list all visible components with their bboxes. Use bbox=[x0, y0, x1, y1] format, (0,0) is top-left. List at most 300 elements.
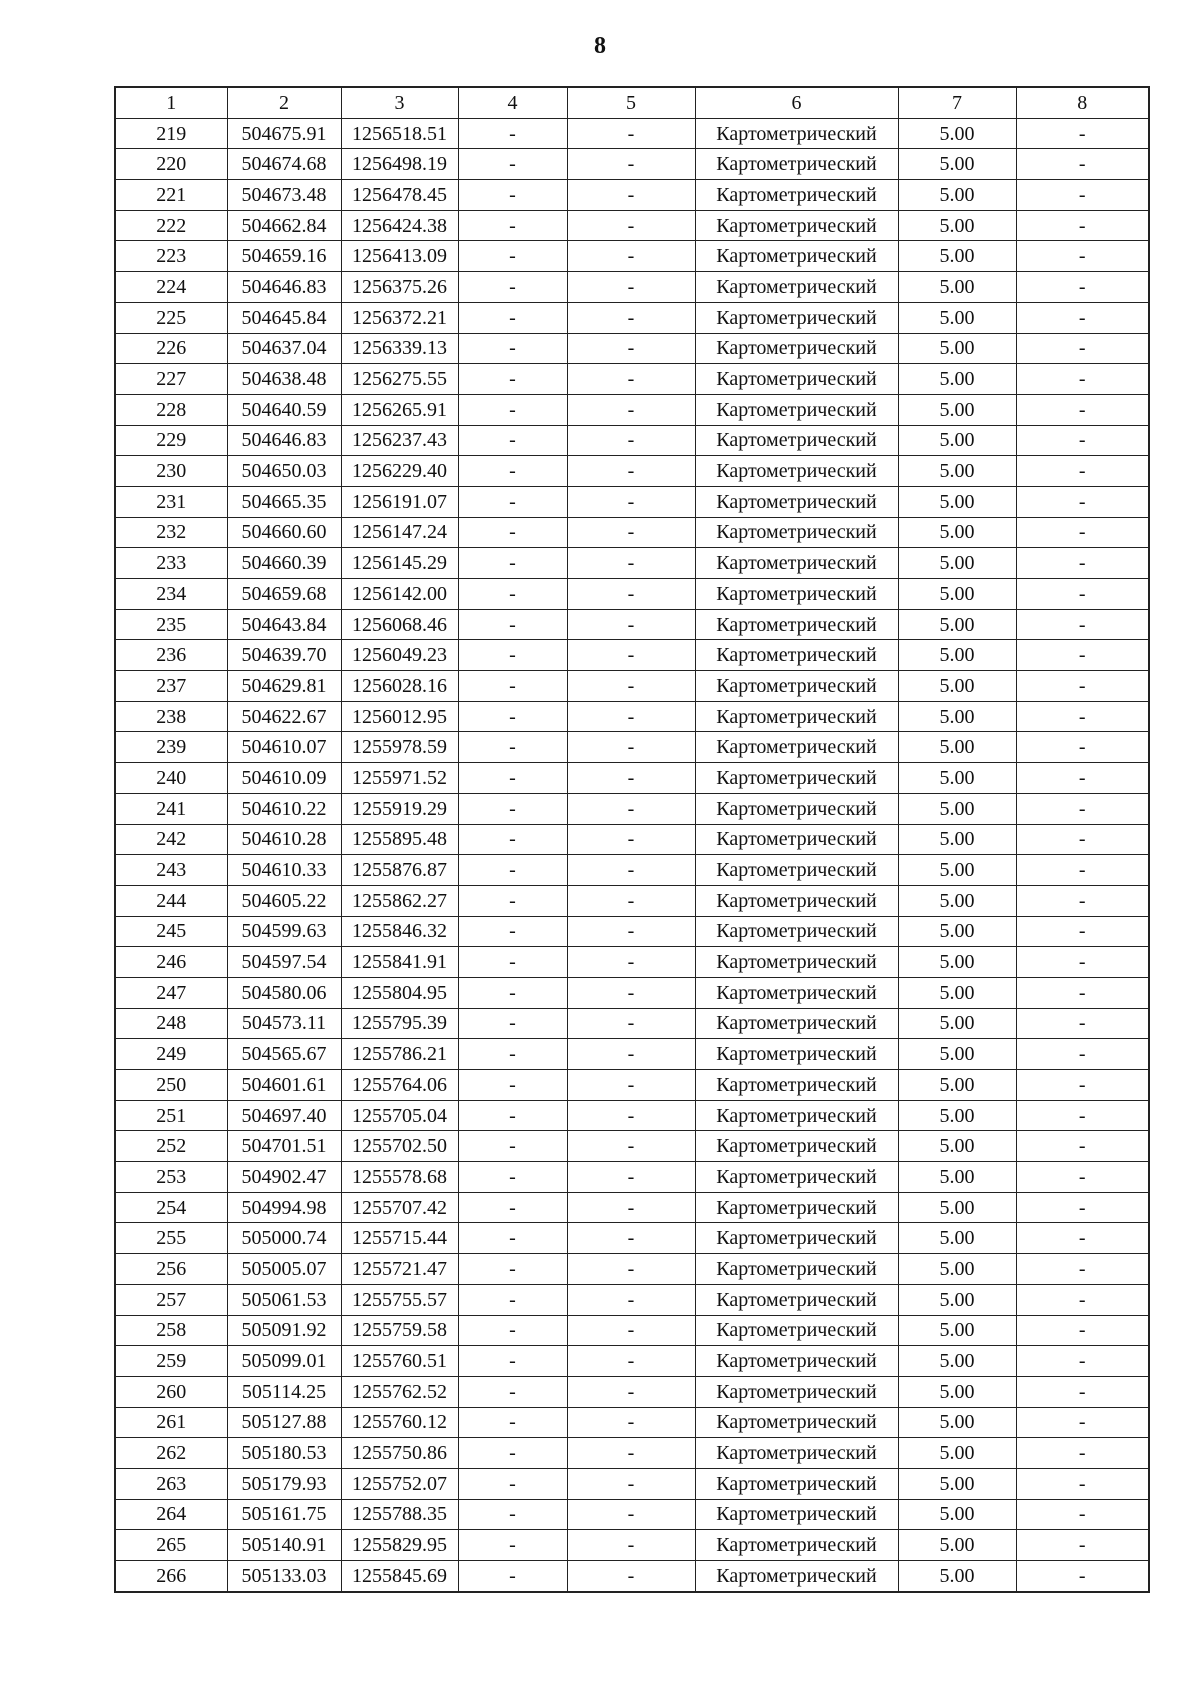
table-row bbox=[115, 824, 1149, 855]
accuracy-cell: 5.00 bbox=[898, 364, 1016, 395]
point-number-cell: 247 bbox=[115, 977, 227, 1008]
col5-cell: - bbox=[567, 394, 695, 425]
col5-cell: - bbox=[567, 1315, 695, 1346]
col8-cell: - bbox=[1016, 548, 1149, 579]
table-row bbox=[115, 916, 1149, 947]
y-coordinate-cell: 1256012.95 bbox=[341, 701, 458, 732]
accuracy-cell: 5.00 bbox=[898, 1407, 1016, 1438]
point-number-cell: 224 bbox=[115, 272, 227, 303]
x-coordinate-cell: 504662.84 bbox=[227, 210, 341, 241]
accuracy-cell: 5.00 bbox=[898, 180, 1016, 211]
y-coordinate-cell: 1256424.38 bbox=[341, 210, 458, 241]
method-cell: Картометрический bbox=[695, 579, 898, 610]
x-coordinate-cell: 505091.92 bbox=[227, 1315, 341, 1346]
column-header: 3 bbox=[341, 87, 458, 118]
method-cell: Картометрический bbox=[695, 1254, 898, 1285]
col4-cell: - bbox=[458, 1070, 567, 1101]
table-row bbox=[115, 272, 1149, 303]
point-number-cell: 261 bbox=[115, 1407, 227, 1438]
col4-cell: - bbox=[458, 486, 567, 517]
col8-cell: - bbox=[1016, 671, 1149, 702]
y-coordinate-cell: 1255845.69 bbox=[341, 1561, 458, 1592]
method-cell: Картометрический bbox=[695, 763, 898, 794]
col8-cell: - bbox=[1016, 1162, 1149, 1193]
col4-cell: - bbox=[458, 210, 567, 241]
col4-cell: - bbox=[458, 1223, 567, 1254]
table-row bbox=[115, 1254, 1149, 1285]
y-coordinate-cell: 1256068.46 bbox=[341, 609, 458, 640]
accuracy-cell: 5.00 bbox=[898, 1315, 1016, 1346]
col4-cell: - bbox=[458, 1162, 567, 1193]
col4-cell: - bbox=[458, 732, 567, 763]
point-number-cell: 237 bbox=[115, 671, 227, 702]
method-cell: Картометрический bbox=[695, 701, 898, 732]
x-coordinate-cell: 505061.53 bbox=[227, 1284, 341, 1315]
table-row bbox=[115, 180, 1149, 211]
col8-cell: - bbox=[1016, 916, 1149, 947]
col4-cell: - bbox=[458, 1039, 567, 1070]
col5-cell: - bbox=[567, 1438, 695, 1469]
y-coordinate-cell: 1255786.21 bbox=[341, 1039, 458, 1070]
x-coordinate-cell: 505179.93 bbox=[227, 1468, 341, 1499]
point-number-cell: 231 bbox=[115, 486, 227, 517]
col8-cell: - bbox=[1016, 210, 1149, 241]
x-coordinate-cell: 504610.33 bbox=[227, 855, 341, 886]
x-coordinate-cell: 504639.70 bbox=[227, 640, 341, 671]
col4-cell: - bbox=[458, 1254, 567, 1285]
method-cell: Картометрический bbox=[695, 486, 898, 517]
y-coordinate-cell: 1255752.07 bbox=[341, 1468, 458, 1499]
point-number-cell: 223 bbox=[115, 241, 227, 272]
accuracy-cell: 5.00 bbox=[898, 1008, 1016, 1039]
col5-cell: - bbox=[567, 1561, 695, 1592]
table-row bbox=[115, 701, 1149, 732]
method-cell: Картометрический bbox=[695, 272, 898, 303]
point-number-cell: 255 bbox=[115, 1223, 227, 1254]
x-coordinate-cell: 504580.06 bbox=[227, 977, 341, 1008]
method-cell: Картометрический bbox=[695, 1315, 898, 1346]
col8-cell: - bbox=[1016, 486, 1149, 517]
y-coordinate-cell: 1256145.29 bbox=[341, 548, 458, 579]
x-coordinate-cell: 505127.88 bbox=[227, 1407, 341, 1438]
col8-cell: - bbox=[1016, 456, 1149, 487]
col5-cell: - bbox=[567, 1468, 695, 1499]
col4-cell: - bbox=[458, 1530, 567, 1561]
point-number-cell: 227 bbox=[115, 364, 227, 395]
col4-cell: - bbox=[458, 394, 567, 425]
col8-cell: - bbox=[1016, 824, 1149, 855]
col5-cell: - bbox=[567, 517, 695, 548]
table-row bbox=[115, 241, 1149, 272]
point-number-cell: 242 bbox=[115, 824, 227, 855]
col5-cell: - bbox=[567, 1284, 695, 1315]
col8-cell: - bbox=[1016, 149, 1149, 180]
accuracy-cell: 5.00 bbox=[898, 486, 1016, 517]
col4-cell: - bbox=[458, 118, 567, 149]
col8-cell: - bbox=[1016, 118, 1149, 149]
point-number-cell: 235 bbox=[115, 609, 227, 640]
col4-cell: - bbox=[458, 241, 567, 272]
x-coordinate-cell: 504601.61 bbox=[227, 1070, 341, 1101]
x-coordinate-cell: 504643.84 bbox=[227, 609, 341, 640]
col5-cell: - bbox=[567, 1162, 695, 1193]
col8-cell: - bbox=[1016, 977, 1149, 1008]
column-header: 1 bbox=[115, 87, 227, 118]
y-coordinate-cell: 1255702.50 bbox=[341, 1131, 458, 1162]
table-row bbox=[115, 1039, 1149, 1070]
accuracy-cell: 5.00 bbox=[898, 1192, 1016, 1223]
y-coordinate-cell: 1255919.29 bbox=[341, 793, 458, 824]
point-number-cell: 260 bbox=[115, 1376, 227, 1407]
col5-cell: - bbox=[567, 671, 695, 702]
point-number-cell: 265 bbox=[115, 1530, 227, 1561]
col4-cell: - bbox=[458, 977, 567, 1008]
y-coordinate-cell: 1255795.39 bbox=[341, 1008, 458, 1039]
x-coordinate-cell: 504605.22 bbox=[227, 885, 341, 916]
accuracy-cell: 5.00 bbox=[898, 763, 1016, 794]
col5-cell: - bbox=[567, 456, 695, 487]
point-number-cell: 256 bbox=[115, 1254, 227, 1285]
col5-cell: - bbox=[567, 609, 695, 640]
col5-cell: - bbox=[567, 149, 695, 180]
col8-cell: - bbox=[1016, 272, 1149, 303]
table-row bbox=[115, 486, 1149, 517]
col5-cell: - bbox=[567, 1376, 695, 1407]
x-coordinate-cell: 504629.81 bbox=[227, 671, 341, 702]
col5-cell: - bbox=[567, 1530, 695, 1561]
col5-cell: - bbox=[567, 118, 695, 149]
col8-cell: - bbox=[1016, 1070, 1149, 1101]
table-row bbox=[115, 1468, 1149, 1499]
y-coordinate-cell: 1255578.68 bbox=[341, 1162, 458, 1193]
col8-cell: - bbox=[1016, 1192, 1149, 1223]
method-cell: Картометрический bbox=[695, 1284, 898, 1315]
accuracy-cell: 5.00 bbox=[898, 456, 1016, 487]
table-row bbox=[115, 793, 1149, 824]
accuracy-cell: 5.00 bbox=[898, 701, 1016, 732]
y-coordinate-cell: 1255759.58 bbox=[341, 1315, 458, 1346]
method-cell: Картометрический bbox=[695, 671, 898, 702]
col5-cell: - bbox=[567, 1223, 695, 1254]
col8-cell: - bbox=[1016, 579, 1149, 610]
point-number-cell: 228 bbox=[115, 394, 227, 425]
col5-cell: - bbox=[567, 1100, 695, 1131]
table-row bbox=[115, 1346, 1149, 1377]
y-coordinate-cell: 1256478.45 bbox=[341, 180, 458, 211]
x-coordinate-cell: 504640.59 bbox=[227, 394, 341, 425]
col4-cell: - bbox=[458, 701, 567, 732]
method-cell: Картометрический bbox=[695, 1530, 898, 1561]
y-coordinate-cell: 1256518.51 bbox=[341, 118, 458, 149]
accuracy-cell: 5.00 bbox=[898, 1223, 1016, 1254]
point-number-cell: 236 bbox=[115, 640, 227, 671]
col4-cell: - bbox=[458, 333, 567, 364]
y-coordinate-cell: 1256275.55 bbox=[341, 364, 458, 395]
column-header: 8 bbox=[1016, 87, 1149, 118]
col4-cell: - bbox=[458, 425, 567, 456]
x-coordinate-cell: 505005.07 bbox=[227, 1254, 341, 1285]
col4-cell: - bbox=[458, 1407, 567, 1438]
col8-cell: - bbox=[1016, 425, 1149, 456]
point-number-cell: 264 bbox=[115, 1499, 227, 1530]
x-coordinate-cell: 504660.39 bbox=[227, 548, 341, 579]
y-coordinate-cell: 1256375.26 bbox=[341, 272, 458, 303]
y-coordinate-cell: 1256191.07 bbox=[341, 486, 458, 517]
col4-cell: - bbox=[458, 1192, 567, 1223]
col5-cell: - bbox=[567, 1070, 695, 1101]
y-coordinate-cell: 1255750.86 bbox=[341, 1438, 458, 1469]
y-coordinate-cell: 1255895.48 bbox=[341, 824, 458, 855]
col5-cell: - bbox=[567, 732, 695, 763]
method-cell: Картометрический bbox=[695, 548, 898, 579]
col4-cell: - bbox=[458, 1438, 567, 1469]
col5-cell: - bbox=[567, 977, 695, 1008]
x-coordinate-cell: 504673.48 bbox=[227, 180, 341, 211]
col5-cell: - bbox=[567, 1008, 695, 1039]
accuracy-cell: 5.00 bbox=[898, 1254, 1016, 1285]
column-header: 5 bbox=[567, 87, 695, 118]
table-row bbox=[115, 548, 1149, 579]
col4-cell: - bbox=[458, 1376, 567, 1407]
x-coordinate-cell: 504660.60 bbox=[227, 517, 341, 548]
table-row bbox=[115, 364, 1149, 395]
x-coordinate-cell: 504573.11 bbox=[227, 1008, 341, 1039]
col8-cell: - bbox=[1016, 1254, 1149, 1285]
x-coordinate-cell: 504610.07 bbox=[227, 732, 341, 763]
accuracy-cell: 5.00 bbox=[898, 977, 1016, 1008]
col5-cell: - bbox=[567, 640, 695, 671]
method-cell: Картометрический bbox=[695, 456, 898, 487]
y-coordinate-cell: 1256339.13 bbox=[341, 333, 458, 364]
y-coordinate-cell: 1256237.43 bbox=[341, 425, 458, 456]
y-coordinate-cell: 1256142.00 bbox=[341, 579, 458, 610]
method-cell: Картометрический bbox=[695, 1162, 898, 1193]
col4-cell: - bbox=[458, 947, 567, 978]
col5-cell: - bbox=[567, 180, 695, 211]
accuracy-cell: 5.00 bbox=[898, 272, 1016, 303]
x-coordinate-cell: 504701.51 bbox=[227, 1131, 341, 1162]
accuracy-cell: 5.00 bbox=[898, 1468, 1016, 1499]
point-number-cell: 248 bbox=[115, 1008, 227, 1039]
x-coordinate-cell: 505133.03 bbox=[227, 1561, 341, 1592]
accuracy-cell: 5.00 bbox=[898, 1284, 1016, 1315]
x-coordinate-cell: 504645.84 bbox=[227, 302, 341, 333]
x-coordinate-cell: 505099.01 bbox=[227, 1346, 341, 1377]
col4-cell: - bbox=[458, 1499, 567, 1530]
x-coordinate-cell: 504610.09 bbox=[227, 763, 341, 794]
accuracy-cell: 5.00 bbox=[898, 1346, 1016, 1377]
method-cell: Картометрический bbox=[695, 855, 898, 886]
col8-cell: - bbox=[1016, 1376, 1149, 1407]
col5-cell: - bbox=[567, 793, 695, 824]
x-coordinate-cell: 505114.25 bbox=[227, 1376, 341, 1407]
method-cell: Картометрический bbox=[695, 609, 898, 640]
y-coordinate-cell: 1255762.52 bbox=[341, 1376, 458, 1407]
method-cell: Картометрический bbox=[695, 1192, 898, 1223]
y-coordinate-cell: 1255978.59 bbox=[341, 732, 458, 763]
accuracy-cell: 5.00 bbox=[898, 394, 1016, 425]
col5-cell: - bbox=[567, 763, 695, 794]
point-number-cell: 266 bbox=[115, 1561, 227, 1592]
col4-cell: - bbox=[458, 1561, 567, 1592]
point-number-cell: 244 bbox=[115, 885, 227, 916]
col5-cell: - bbox=[567, 210, 695, 241]
point-number-cell: 249 bbox=[115, 1039, 227, 1070]
method-cell: Картометрический bbox=[695, 793, 898, 824]
col5-cell: - bbox=[567, 241, 695, 272]
accuracy-cell: 5.00 bbox=[898, 671, 1016, 702]
x-coordinate-cell: 504646.83 bbox=[227, 425, 341, 456]
table-row bbox=[115, 394, 1149, 425]
accuracy-cell: 5.00 bbox=[898, 1039, 1016, 1070]
accuracy-cell: 5.00 bbox=[898, 1561, 1016, 1592]
y-coordinate-cell: 1255788.35 bbox=[341, 1499, 458, 1530]
accuracy-cell: 5.00 bbox=[898, 1438, 1016, 1469]
col5-cell: - bbox=[567, 824, 695, 855]
point-number-cell: 233 bbox=[115, 548, 227, 579]
y-coordinate-cell: 1256413.09 bbox=[341, 241, 458, 272]
y-coordinate-cell: 1255707.42 bbox=[341, 1192, 458, 1223]
col8-cell: - bbox=[1016, 763, 1149, 794]
y-coordinate-cell: 1256028.16 bbox=[341, 671, 458, 702]
col4-cell: - bbox=[458, 1008, 567, 1039]
method-cell: Картометрический bbox=[695, 1039, 898, 1070]
x-coordinate-cell: 504610.22 bbox=[227, 793, 341, 824]
col8-cell: - bbox=[1016, 1561, 1149, 1592]
col8-cell: - bbox=[1016, 1315, 1149, 1346]
x-coordinate-cell: 504638.48 bbox=[227, 364, 341, 395]
x-coordinate-cell: 504675.91 bbox=[227, 118, 341, 149]
y-coordinate-cell: 1255829.95 bbox=[341, 1530, 458, 1561]
col8-cell: - bbox=[1016, 1468, 1149, 1499]
accuracy-cell: 5.00 bbox=[898, 241, 1016, 272]
point-number-cell: 258 bbox=[115, 1315, 227, 1346]
y-coordinate-cell: 1255846.32 bbox=[341, 916, 458, 947]
col8-cell: - bbox=[1016, 947, 1149, 978]
col4-cell: - bbox=[458, 1346, 567, 1377]
point-number-cell: 234 bbox=[115, 579, 227, 610]
x-coordinate-cell: 504665.35 bbox=[227, 486, 341, 517]
col8-cell: - bbox=[1016, 1131, 1149, 1162]
method-cell: Картометрический bbox=[695, 1070, 898, 1101]
col5-cell: - bbox=[567, 579, 695, 610]
y-coordinate-cell: 1256229.40 bbox=[341, 456, 458, 487]
col8-cell: - bbox=[1016, 1499, 1149, 1530]
y-coordinate-cell: 1256372.21 bbox=[341, 302, 458, 333]
table-row bbox=[115, 1070, 1149, 1101]
y-coordinate-cell: 1255760.51 bbox=[341, 1346, 458, 1377]
y-coordinate-cell: 1256265.91 bbox=[341, 394, 458, 425]
table-row bbox=[115, 885, 1149, 916]
x-coordinate-cell: 504610.28 bbox=[227, 824, 341, 855]
accuracy-cell: 5.00 bbox=[898, 1070, 1016, 1101]
method-cell: Картометрический bbox=[695, 425, 898, 456]
col4-cell: - bbox=[458, 272, 567, 303]
col5-cell: - bbox=[567, 1192, 695, 1223]
accuracy-cell: 5.00 bbox=[898, 732, 1016, 763]
col8-cell: - bbox=[1016, 302, 1149, 333]
col8-cell: - bbox=[1016, 180, 1149, 211]
table-row bbox=[115, 855, 1149, 886]
method-cell: Картометрический bbox=[695, 1100, 898, 1131]
col4-cell: - bbox=[458, 302, 567, 333]
col4-cell: - bbox=[458, 609, 567, 640]
col5-cell: - bbox=[567, 947, 695, 978]
x-coordinate-cell: 504650.03 bbox=[227, 456, 341, 487]
accuracy-cell: 5.00 bbox=[898, 517, 1016, 548]
x-coordinate-cell: 504637.04 bbox=[227, 333, 341, 364]
coordinates-table bbox=[114, 86, 1150, 1593]
col8-cell: - bbox=[1016, 855, 1149, 886]
x-coordinate-cell: 505140.91 bbox=[227, 1530, 341, 1561]
table-row bbox=[115, 1131, 1149, 1162]
table-row bbox=[115, 210, 1149, 241]
point-number-cell: 241 bbox=[115, 793, 227, 824]
col8-cell: - bbox=[1016, 1039, 1149, 1070]
x-coordinate-cell: 504659.68 bbox=[227, 579, 341, 610]
table-row bbox=[115, 517, 1149, 548]
accuracy-cell: 5.00 bbox=[898, 1530, 1016, 1561]
column-header: 6 bbox=[695, 87, 898, 118]
y-coordinate-cell: 1255755.57 bbox=[341, 1284, 458, 1315]
point-number-cell: 263 bbox=[115, 1468, 227, 1499]
table-row bbox=[115, 1008, 1149, 1039]
col8-cell: - bbox=[1016, 364, 1149, 395]
col5-cell: - bbox=[567, 1254, 695, 1285]
col4-cell: - bbox=[458, 1100, 567, 1131]
method-cell: Картометрический bbox=[695, 1376, 898, 1407]
accuracy-cell: 5.00 bbox=[898, 333, 1016, 364]
col4-cell: - bbox=[458, 579, 567, 610]
y-coordinate-cell: 1255971.52 bbox=[341, 763, 458, 794]
method-cell: Картометрический bbox=[695, 885, 898, 916]
table-row bbox=[115, 579, 1149, 610]
method-cell: Картометрический bbox=[695, 210, 898, 241]
table-row bbox=[115, 671, 1149, 702]
method-cell: Картометрический bbox=[695, 916, 898, 947]
y-coordinate-cell: 1256147.24 bbox=[341, 517, 458, 548]
col4-cell: - bbox=[458, 517, 567, 548]
method-cell: Картометрический bbox=[695, 1468, 898, 1499]
accuracy-cell: 5.00 bbox=[898, 947, 1016, 978]
accuracy-cell: 5.00 bbox=[898, 548, 1016, 579]
accuracy-cell: 5.00 bbox=[898, 824, 1016, 855]
table-row bbox=[115, 1438, 1149, 1469]
accuracy-cell: 5.00 bbox=[898, 793, 1016, 824]
col8-cell: - bbox=[1016, 1438, 1149, 1469]
table-row bbox=[115, 1530, 1149, 1561]
point-number-cell: 262 bbox=[115, 1438, 227, 1469]
table-row bbox=[115, 732, 1149, 763]
method-cell: Картометрический bbox=[695, 1223, 898, 1254]
accuracy-cell: 5.00 bbox=[898, 1100, 1016, 1131]
method-cell: Картометрический bbox=[695, 977, 898, 1008]
y-coordinate-cell: 1255804.95 bbox=[341, 977, 458, 1008]
col4-cell: - bbox=[458, 640, 567, 671]
col8-cell: - bbox=[1016, 1284, 1149, 1315]
x-coordinate-cell: 505180.53 bbox=[227, 1438, 341, 1469]
accuracy-cell: 5.00 bbox=[898, 149, 1016, 180]
col5-cell: - bbox=[567, 701, 695, 732]
col4-cell: - bbox=[458, 855, 567, 886]
table-row bbox=[115, 1376, 1149, 1407]
point-number-cell: 251 bbox=[115, 1100, 227, 1131]
method-cell: Картометрический bbox=[695, 640, 898, 671]
col8-cell: - bbox=[1016, 793, 1149, 824]
method-cell: Картометрический bbox=[695, 333, 898, 364]
col5-cell: - bbox=[567, 333, 695, 364]
table-row bbox=[115, 609, 1149, 640]
